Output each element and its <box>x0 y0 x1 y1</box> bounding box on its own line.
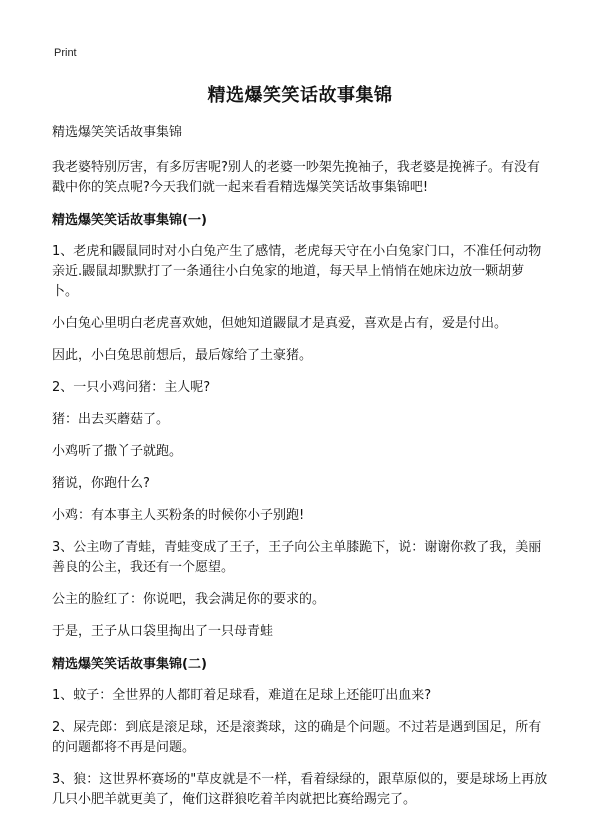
section-one <box>52 212 548 642</box>
paragraph: 猪：出去买蘑菇了。 <box>52 412 170 427</box>
intro-paragraph: 我老婆特别厉害，有多厉害呢?别人的老婆一吵架先挽袖子，我老婆是挽裤子。有没有戳中你的笑点呢?今天我们就一起来看看精选爆笑笑话故事集锦吧! <box>52 160 540 195</box>
paragraph: 1、蚊子：全世界的人都盯着足球看，难道在足球上还能叮出血来? <box>52 688 432 703</box>
document-subtitle: 精选爆笑笑话故事集锦 <box>52 125 183 140</box>
paragraph: 猪说，你跑什么? <box>52 476 150 491</box>
paragraph: 1、老虎和鼹鼠同时对小白兔产生了感情，老虎每天守在小白兔家门口，不准任何动物亲近.鼹鼠却默默打了一条通往小白兔家的地道，每天早上悄悄在她床边放一颗胡萝卜。 <box>52 244 542 299</box>
paragraph: 3、狼：这世界杯赛场的"草皮就是不一样，看着绿绿的，跟草原似的，要是球场上再放几只小肥羊就更美了，俺们这群狼吃着羊肉就把比赛给踢完了。 <box>52 772 548 807</box>
paragraph: 3、公主吻了青蛙，青蛙变成了王子，王子向公主单膝跪下，说：谢谢你救了我，美丽善良的公主，我还有一个愿望。 <box>52 540 542 575</box>
paragraph: 因此，小白兔思前想后，最后嫁给了土豪猪。 <box>52 348 313 363</box>
paragraph: 公主的脸红了：你说吧，我会满足你的要求的。 <box>52 592 326 607</box>
paragraph: 小鸡：有本事主人买粉条的时候你小子别跑! <box>52 508 305 523</box>
paragraph: 于是，王子从口袋里掏出了一只母青蛙 <box>52 624 274 639</box>
paragraph: 2、屎壳郎：到底是滚足球，还是滚粪球，这的确是个问题。不过若是遇到国足，所有的问题都将不再是问题。 <box>52 720 542 755</box>
paragraph: 小白兔心里明白老虎喜欢她，但她知道鼹鼠才是真爱，喜欢是占有，爱是付出。 <box>52 316 508 331</box>
paragraph: 小鸡听了撒丫子就跑。 <box>52 444 183 459</box>
document-title: 精选爆笑笑话故事集锦 <box>207 85 393 106</box>
section-heading: 精选爆笑笑话故事集锦(二) <box>52 657 207 672</box>
paragraph: 2、一只小鸡问猪：主人呢? <box>52 380 211 395</box>
section-two <box>52 656 548 810</box>
print-link[interactable]: Print <box>54 47 77 59</box>
section-heading: 精选爆笑笑话故事集锦(一) <box>52 213 207 228</box>
